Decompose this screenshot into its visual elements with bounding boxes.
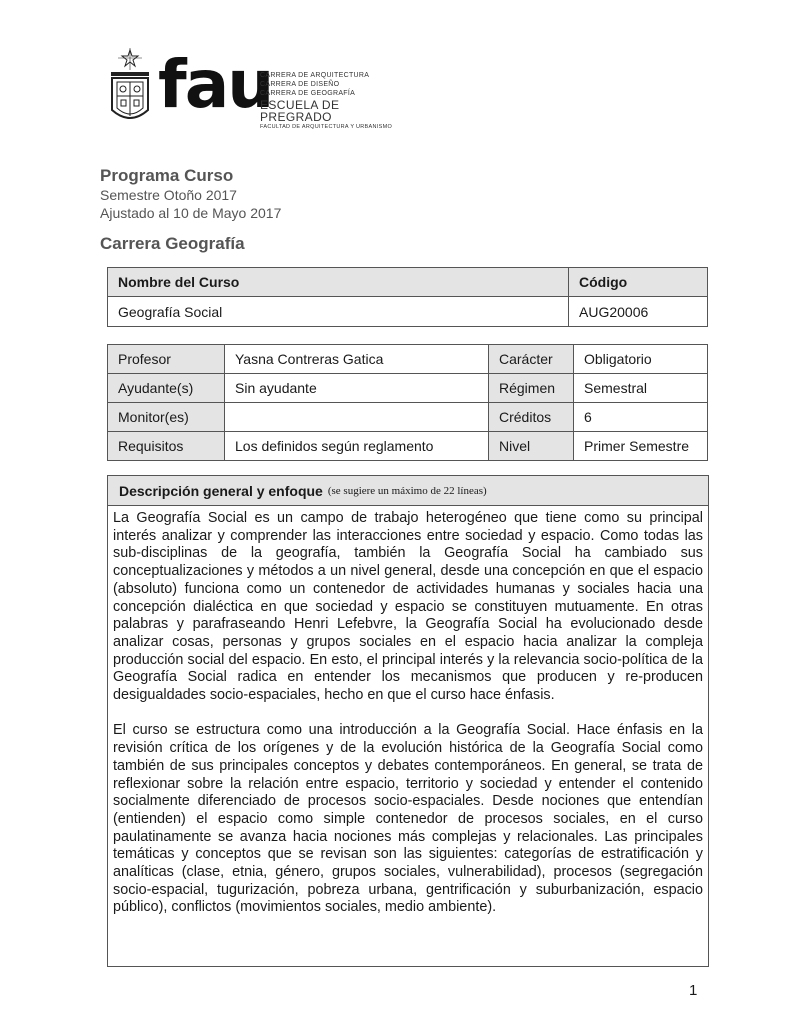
description-heading: Descripción general y enfoque	[119, 482, 323, 499]
requisitos-value: Los definidos según reglamento	[225, 432, 489, 461]
description-paragraph-2: El curso se estructura como una introducción a la Geografía Social. Hace énfasis en la revisión crítica de los orígenes y de la evolución histórica de la Geografía Social como también de sus principales conceptos y debates contemporáneos. En general, se trata de reflexionar sobre la relación entre espacio, territorio y sociedad y entender el contenido socialmente diferenciado de procesos socio-espaciales. Desde nociones que entendían (entienden) el espacio como simple contenedor de procesos sociales, en el curso paulatinamente se avanza hacia nociones más complejas y relacionales. Las principales temáticas y conceptos que se revisan son las siguientes: categorías de estratificación y analíticas (clase, etnia, género, grupos sociales, vulnerabilidad), procesos (segregación socio-espacial, tugurización, pobreza urbana, gentrificación y suburbanización, espacio público), conflictos (movimientos sociales, medio ambiente).	[113, 722, 703, 916]
description-note: (se sugiere un máximo de 22 líneas)	[327, 484, 487, 497]
logo-text	[260, 72, 398, 131]
regimen-label: Régimen	[489, 374, 574, 403]
caracter-label: Carácter	[489, 345, 574, 374]
logo-line-facultad: FACULTAD DE ARQUITECTURA Y URBANISMO	[260, 124, 393, 130]
course-name-label: Nombre del Curso	[108, 268, 569, 297]
details-row-monitor	[108, 403, 708, 432]
details-row-requisitos	[108, 432, 708, 461]
semester-text: Semestre Otoño 2017	[100, 187, 237, 203]
monitor-label: Monitor(es)	[108, 403, 225, 432]
fau-logo	[108, 48, 398, 130]
monitor-value	[225, 403, 489, 432]
page-title: Programa Curso	[100, 166, 234, 185]
career-title: Carrera Geografía	[100, 234, 245, 253]
profesor-label: Profesor	[108, 345, 225, 374]
logo-brand: fau	[158, 46, 273, 123]
details-row-profesor	[108, 345, 708, 374]
ayudante-label: Ayudante(s)	[108, 374, 225, 403]
logo-line-geografia: CARRERA DE GEOGRAFÍA	[260, 90, 356, 97]
regimen-value: Semestral	[574, 374, 708, 403]
nivel-label: Nivel	[489, 432, 574, 461]
creditos-label: Créditos	[489, 403, 574, 432]
profesor-value: Yasna Contreras Gatica	[225, 345, 489, 374]
logo-line-diseno: CARRERA DE DISEÑO	[260, 81, 340, 88]
description-header	[108, 476, 708, 506]
course-table-header	[108, 268, 708, 297]
course-code-label: Código	[569, 268, 708, 297]
description-paragraph-1: La Geografía Social es un campo de trabajo heterogéneo que tiene como su principal interés analizar y comprender las interacciones entre sociedad y espacio. Como todas las sub-disciplinas de la geografía, también la Geografía Social ha cambiado sus conceptualizaciones y métodos a un nivel general, desde una concepción en que el espacio (absoluto) funciona como un contenedor de actividades humanas y sociales hacia una concepción dialéctica en que sociedad y espacio se constituyen mutuamente. En otras palabras y parafraseando Henri Lefebvre, la Geografía Social ha evolucionado desde analizar cosas, personas y grupos sociales en el espacio hacia analizar la compleja producción social del espacio. En esto, el principal interés y la relevancia socio-política de la Geografía Social radica en entender los mecanismos que producen y re-producen desigualdades socio-espaciales, hecho en que el curso hace énfasis.	[113, 510, 703, 704]
university-crest-icon	[108, 48, 152, 128]
details-row-ayudante	[108, 374, 708, 403]
course-table-row	[108, 297, 708, 327]
requisitos-label: Requisitos	[108, 432, 225, 461]
description-body	[108, 506, 708, 917]
course-name-value: Geografía Social	[108, 297, 569, 327]
description-box	[107, 475, 709, 967]
logo-line-escuela: ESCUELA DE PREGRADO	[260, 98, 340, 124]
ayudante-value: Sin ayudante	[225, 374, 489, 403]
adjusted-date-text: Ajustado al 10 de Mayo 2017	[100, 205, 282, 221]
course-table	[107, 267, 708, 327]
page-number: 1	[689, 982, 698, 999]
course-details-table	[107, 344, 708, 461]
nivel-value: Primer Semestre	[574, 432, 708, 461]
program-header	[100, 166, 281, 254]
creditos-value: 6	[574, 403, 708, 432]
logo-line-arquitectura: CARRERA DE ARQUITECTURA	[260, 72, 370, 79]
caracter-value: Obligatorio	[574, 345, 708, 374]
course-code-value: AUG20006	[569, 297, 708, 327]
